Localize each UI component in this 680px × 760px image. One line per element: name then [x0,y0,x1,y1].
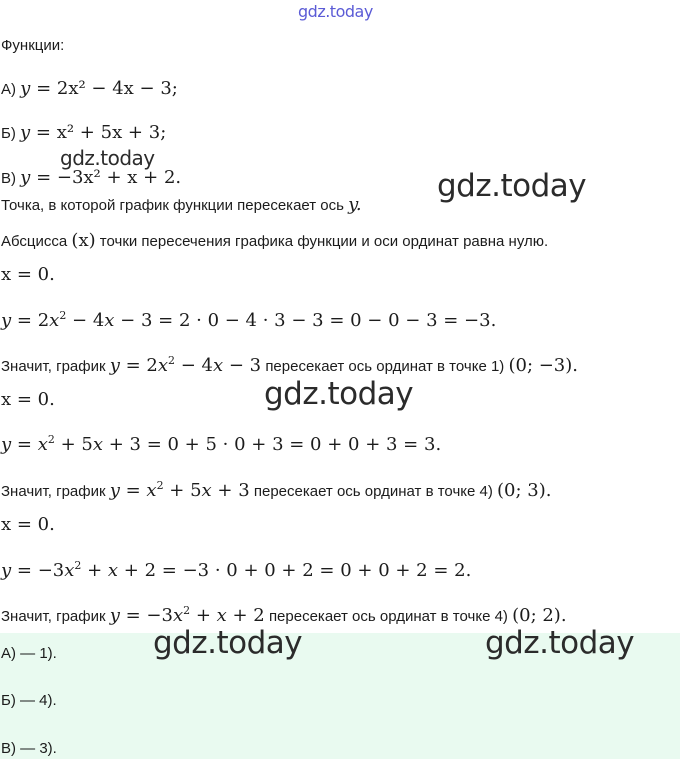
case-c-x-line: x = 0. [1,514,55,535]
case-b-conclusion: Значит, график $y = x^2 + 5x + 3$ пересекает ось ординат в точке 4) (0; 3). [1,479,552,501]
watermark: gdz.today [153,625,303,661]
intro-text: Абсцисса (x) точки пересечения графика функции и оси ординат равна нулю. [1,230,549,251]
case-c-conclusion: Значит, график $y = -3x^2 + x + 2$ пересекает ось ординат в точке 4) (0; 2). [1,604,567,626]
function-c-label: В) [1,170,16,187]
function-a-label: А) [1,81,16,98]
case-a-conclusion: Значит, график $y = 2x^2 - 4x - 3$ пересекает ось ординат в точке 1) (0; −3). [1,354,579,376]
function-c-formula: −3x² + x + 2. [56,167,182,188]
watermark: gdz.today [60,146,155,170]
watermark: gdz.today [485,625,635,661]
case-a-x-line: x = 0. [1,264,55,285]
function-a-formula: 2x² − 4x − 3; [56,78,178,99]
answer-a: А) — 1). [1,645,57,662]
watermark: gdz.today [437,168,587,204]
function-a: А) y = 2x² − 4x − 3; [1,78,178,99]
function-b-label: Б) [1,125,16,142]
case-c-calculation: $y = -3x^2 + x + 2 = -3 \cdot 0 + 0 + 2 = 0 + 0 + 2 = 2$. [1,559,472,581]
watermark-top: gdz.today [298,2,373,21]
question-variable: y. [348,194,362,215]
function-b-formula: x² + 5x + 3; [56,122,167,143]
case-a-calculation: $y = 2x^2 - 4x - 3 = 2 \cdot 0 - 4 \cdot 3 - 3 = 0 - 0 - 3 = -3$. [1,309,497,331]
question-text [1,194,362,217]
case-c-point: (0; 2). [512,605,567,626]
answer-c: В) — 3). [1,740,57,757]
intro-variable: (x) [71,230,96,251]
watermark: gdz.today [264,376,414,412]
answer-b: Б) — 4). [1,692,57,709]
question-label: Точка, в которой график функции пересекает ось [1,197,344,214]
case-a-point: (0; −3). [508,355,579,376]
case-b-point: (0; 3). [497,480,552,501]
function-b: Б) y = x² + 5x + 3; [1,122,167,143]
functions-heading: Функции: [1,37,65,54]
case-b-calculation: $y = x^2 + 5x + 3 = 0 + 5 \cdot 0 + 3 = 0 + 0 + 3 = 3$. [1,433,442,455]
case-b-x-line: x = 0. [1,389,55,410]
function-c: В) y = −3x² + x + 2. [1,167,182,188]
